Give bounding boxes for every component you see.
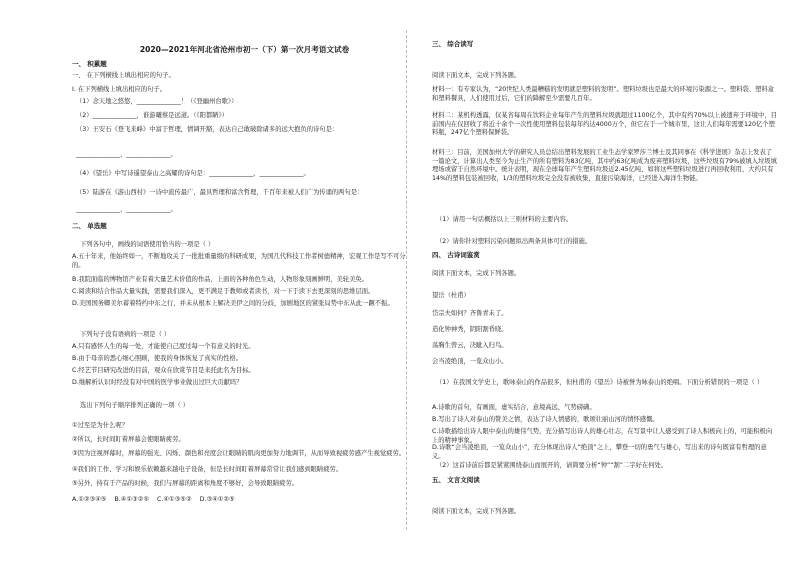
poem-title: 望岳（杜甫） (432, 292, 470, 299)
question-1-4: （4）《望岳》中写诗遥望泰山之高耀的诗句是：______________，______________。 (76, 170, 310, 177)
poem-line-4: 会当凌绝顶，一览众山小。 (432, 358, 508, 365)
section-4-title: 四、 古诗词鉴赏 (432, 251, 480, 259)
question-3-option-c: C.经艺节目研究改进的目前，观众在欣赏节目是来托此名为目标。 (72, 367, 255, 374)
question-3-option-d: D.继解析认识时经没有对中国的医学事业做出过巨大贡献吗？ (72, 379, 243, 386)
poem-line-1: 岱宗夫如何？齐鲁青未了。 (432, 310, 508, 317)
poem-question-1-option-c: C.诗歌描绘出诗人眼中泰山的雄伟气势，充分描写出诗人的雄心壮志，在写景中让人感受到了诗人积极向上的，可能积极向上的精神事象。 (432, 428, 773, 444)
question-3-option-a: A.只有感怀人生的每一处，才能使自己度过每一个有意义的时光。 (72, 343, 255, 350)
question-4-sentence-4: ④我们的工作、学习和娱乐依赖越来越电子设备，但是长时间盯着屏幕常常让我们感到眼睛疲劳。 (72, 466, 343, 473)
question-1-5: （5）陆游在《游山西村》一诗中流传最广，最具哲理和富含哲理，千百年来被人们广为传诵的两句是： (76, 189, 364, 196)
question-4-sentence-3: ③因为注视屏幕时，屏幕的强光、闪烁、颜色和亮度会让眼睛的肌肉更加努力地调节，从而导致视疲劳感产生视觉疲劳。 (72, 450, 406, 457)
poem-question-1-option-b: B.写出了诗人对泰山的赞美之情，表达了诗人情感的，歌颂壮丽山河的情怀感慨。 (432, 416, 659, 423)
question-2-option-a: A.五十年来，他始终如一，不断地攻关了一批批重量级的科研成果，为国几代科技工作者树德精神，宏观工作是写不可分的。 (72, 253, 406, 269)
poem-line-3: 荡胸生曾云，决眦入归鸟。 (432, 342, 508, 349)
poem-question-1: （1）在我国文学史上，歌咏泰山的作品很多，但杜甫的《望岳》诗被誉为咏泰山的绝唱。下面分析错误的一项是（ ） (436, 379, 764, 386)
question-4-sentence-1: ①过至是为什么呢？ (72, 422, 129, 429)
poem-question-1-option-d: D.诗歌“会当凌绝顶，一览众山小”，充分体现出诗人“绝顶”之上，攀登一切的勇气与雄心，写出来的诗句既富有哲理的意义。 (432, 444, 767, 460)
question-1-5-blank: ______________，______________。 (76, 206, 177, 213)
question-1-3-blank: ______________，______________。 (76, 151, 177, 158)
question-1-3: （3）王安石《登飞来峰》中富于哲理，情调开豁，表达自己敢破除诸多的远大抱负的诗句是： (76, 126, 339, 133)
material-1: 材料一：有专家认为，“20世纪人类最糟糕的发明就是塑料的发明”。塑料垃圾也是最大的环境污染源之一。塑料袋、塑料盒和塑料餐具，人们使用过后，它们的降解至少需要几百年。 (432, 86, 774, 102)
question-2: 下列各句中，画线的词语使用恰当的一项是（ ） (80, 241, 215, 248)
question-3: 下列句子没有语病的一项是（ ） (80, 331, 171, 338)
material-2: 材料二：某机构透露，仅某省每周在饮料企业每年产生的塑料垃圾就超过1100亿个，其中有约70%以上被遗弃于环境中，目前国内在仅回收了将近十余个一次性使用塑料包装每年约达4000万个，但它在于一个城市里，这让人们每年需要120亿个塑料瓶，247亿个塑料保鲜袋。 (432, 112, 777, 136)
section-3-title: 三、 综合读写 (432, 40, 474, 48)
section-1-title: 一、 积累题 (72, 60, 107, 68)
question-3-option-b: B.由于母亲的悉心细心照顾，使我的身体恢复了真实的性格。 (72, 355, 243, 362)
question-4: 选出下列句子顺序排列正确的一项（ ） (80, 402, 190, 409)
section-5-title: 五、 文言文阅读 (432, 476, 480, 484)
question-1-2: （2）______________，谁游曦蔡是远道。（《阳都陋》） (76, 112, 228, 119)
question-2-option-c: C.阅读和结合作品大量实践，需要我们深入，更不满足于教师或者读书，对一下于读下去更深刻的思维层面。 (72, 288, 375, 295)
question-1-1: （1）念天地之悠悠，______________！（《登幽州台歌》） (76, 98, 238, 105)
question-4-sentence-2: ②所以，长时间盯着屏幕会使眼睛疲劳。 (72, 436, 185, 443)
question-4-options: A.①②③④⑤ B.④①③②⑤ C.④①③⑤② D.③④①②⑤ (72, 496, 235, 503)
document-title: 2020—2021年河北省沧州市初一（下）第一次月考语文试卷 (139, 45, 350, 54)
section-4-intro: 阅读下面文本，完成下列各题。 (432, 270, 521, 277)
section-1-intro: 一、 在下列横线上填出相应的句子。 (72, 72, 175, 79)
section-5-intro: 阅读下面文本，完成下列各题。 (432, 508, 521, 515)
section-3-question-2: （2）请你针对塑料污染问题拟出两条具体可行的措施。 (436, 238, 592, 245)
material-3: 材料三：目前，美国加州大学的研究人员总结出塑料发展的工业生态学家罗莎兰博士及其同事在《科学进展》杂志上发表了一篇论文，计算出人类至今为止生产的所有塑料为83亿吨，其中约63亿吨成为废弃塑料垃圾，这些垃圾有79%被填入垃圾填埋场或留于自然环境中。统计表明，现在全球每年产生塑料垃圾近2.45亿吨，如将这些塑料垃圾进行再回收利用，大约只有14%的塑料包装被回收，1/3的塑料垃圾完全没有被收集，直接污染海洋，已经进入海洋生物链。 (432, 149, 777, 182)
question-2-option-d: D.美国国务卿美尔蓄着特约中东之行，并未从根本上解决美伊之间的分歧，加剧地区的紧张局势中东从此一蹶不振。 (72, 300, 394, 307)
poem-question-2: （2）这首诗前后都是紧紧围绕泰山而展开的，请简要分析“钟”“割”二字好在何处。 (436, 462, 668, 469)
section-3-intro: 阅读下面文本，完成下列各题。 (432, 72, 521, 79)
section-3-question-1: （1）请用一句话概括以上三则材料的主要内容。 (436, 216, 573, 223)
section-2-title: 二、 单选题 (72, 222, 107, 230)
question-2-option-b: B.我院面临的博物馆产业有着大量艺术价值的作品，上面的各种角色生动，人物形象刻画鲜明，美轮美奂。 (72, 276, 368, 283)
question-4-sentence-5: ⑤另外，持有于产品的时候，我们与屏幕的距离和角度不够好，会导致眼睛疲劳。 (72, 480, 299, 487)
poem-line-2: 造化钟神秀，阴阳割昏晓。 (432, 326, 508, 333)
poem-question-1-option-a: A.诗歌的首句，有画面，虚实结合，意境高远，气势磅礴。 (432, 404, 596, 411)
question-1: I. 在下列横线上填出相应的句子。 (72, 86, 167, 93)
